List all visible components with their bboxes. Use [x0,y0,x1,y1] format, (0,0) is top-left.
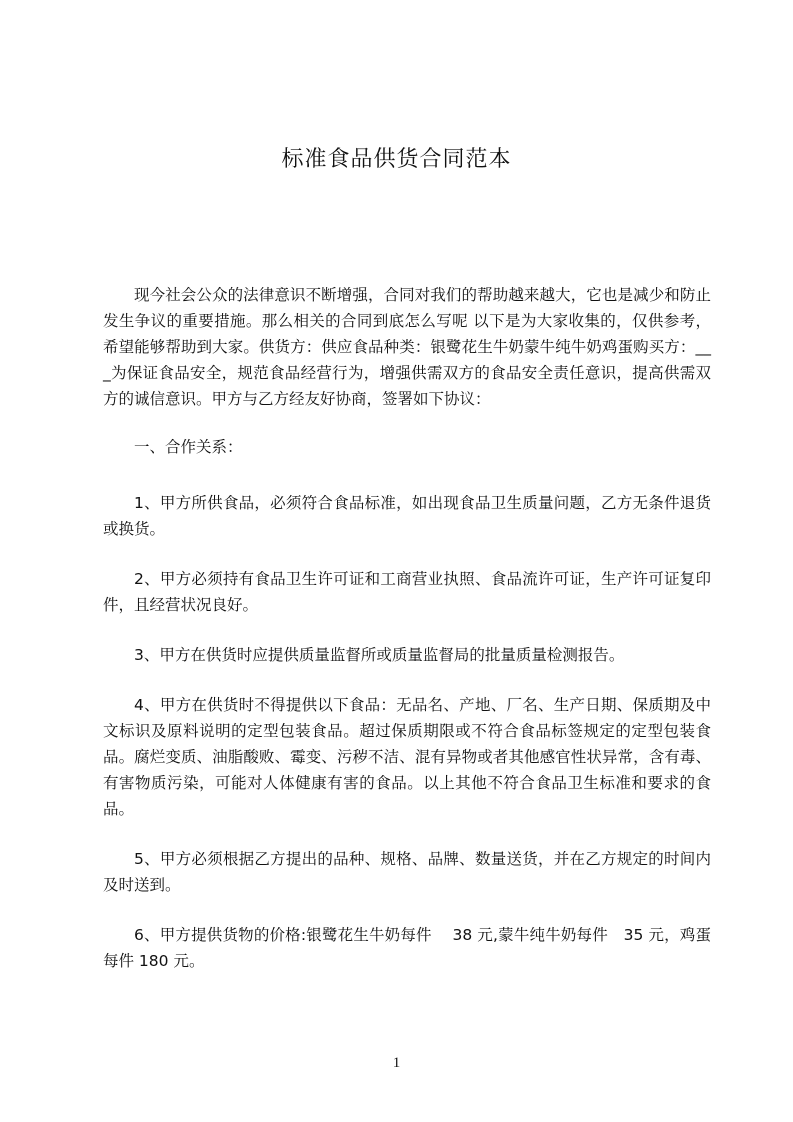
clause-item-5: 5、甲方必须根据乙方提出的品种、规格、品牌、数量送货，并在乙方规定的时间内及时送到。 [103,850,711,894]
page-number: 1 [392,1055,401,1071]
document-body [103,282,711,998]
clause-item-3: 3、甲方在供货时应提供质量监督所或质量监督局的批量质量检测报告。 [134,646,625,664]
clause-item-6: 6、甲方提供货物的价格:银鹭花生牛奶每件 38 元,蒙牛纯牛奶每件 35 元，鸡蛋每件 180 元。 [103,926,711,970]
clause-item-2: 2、甲方必须持有食品卫生许可证和工商营业执照、食品流许可证，生产许可证复印件，且经营状况良好。 [103,570,711,614]
clause-item-1: 1、甲方所供食品，必须符合食品标准，如出现食品卫生质量问题，乙方无条件退货或换货。 [103,494,711,538]
section-heading: 一、合作关系： [134,438,243,456]
intro-paragraph: 现今社会公众的法律意识不断增强，合同对我们的帮助越来越大，它也是减少和防止发生争议的重要措施。那么相关的合同到底怎么写呢 以下是为大家收集的，仅供参考，希望能够帮助到大家。供货方：供应食品种类：银鹭花生牛奶蒙牛纯牛奶鸡蛋购买方：___为保证食品安全，规范食品经营行为，增强供需双方的食品安全责任意识，提高供需双方的诚信意识。甲方与乙方经友好协商，签署如下协议： [103,286,711,408]
clause-item-4: 4、甲方在供货时不得提供以下食品：无品名、产地、厂名、生产日期、保质期及中文标识及原料说明的定型包装食品。超过保质期限或不符合食品标签规定的定型包装食品。腐烂变质、油脂酸败、霉变、污秽不洁、混有异物或者其他感官性状异常，含有毒、有害物质污染，可能对人体健康有害的食品。以上其他不符合食品卫生标准和要求的食品。 [103,696,711,818]
document-title: 标准食品供货合同范本 [281,147,512,172]
